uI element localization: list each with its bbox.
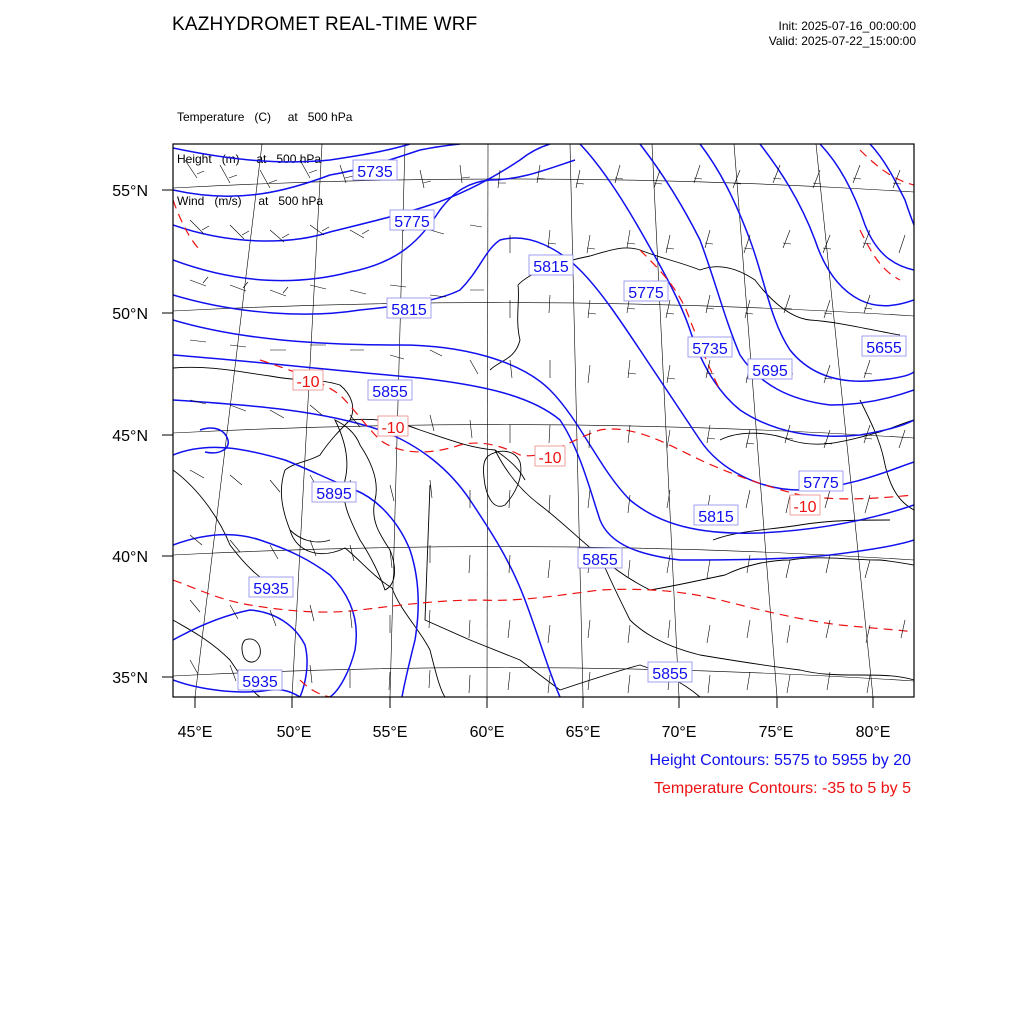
height-label: 5655 [866,340,902,357]
tick-marks [162,190,873,708]
height-legend: Height Contours: 5575 to 5955 by 20 [649,752,911,769]
chart-title: KAZHYDROMET REAL-TIME WRF [172,14,478,35]
height-label: 5935 [242,674,278,691]
height-label: 5775 [628,285,664,302]
lon-label-75: 75°E [758,724,794,741]
height-label: 5695 [752,363,788,380]
height-label: 5855 [372,384,408,401]
water-bodies [242,420,521,662]
field-wind: Wind (m/s) at 500 hPa [177,194,324,208]
height-label: 5855 [652,666,688,683]
height-label: 5775 [803,475,839,492]
lon-label-65: 65°E [565,724,601,741]
height-label: 5855 [582,552,618,569]
height-label: 5735 [692,341,728,358]
lat-label-35: 35°N [112,670,148,687]
height-label: 5815 [391,302,427,319]
lon-label-80: 80°E [855,724,891,741]
field-temperature: Temperature (C) at 500 hPa [177,110,353,124]
init-time: Init: 2025-07-16_00:00:00 [778,19,916,33]
lat-label-50: 50°N [112,306,148,323]
height-label: 5815 [533,259,569,276]
valid-time: Valid: 2025-07-22_15:00:00 [768,34,916,48]
lat-label-40: 40°N [112,549,148,566]
lon-label-50: 50°E [276,724,312,741]
field-height: Height (m) at 500 hPa [177,152,322,166]
lat-label-45: 45°N [112,428,148,445]
lon-label-45: 45°E [177,724,213,741]
height-label: 5895 [316,486,352,503]
height-label: 5815 [698,509,734,526]
temperature-label: -10 [538,450,562,467]
graticule [173,144,914,697]
height-label: 5935 [253,581,289,598]
temperature-label: -10 [296,374,320,391]
height-label: 5735 [357,164,393,181]
lon-label-55: 55°E [372,724,408,741]
lon-label-70: 70°E [661,724,697,741]
temperature-legend: Temperature Contours: -35 to 5 by 5 [653,780,911,797]
lon-label-60: 60°E [469,724,505,741]
temperature-label: -10 [793,499,817,516]
map-frame [173,144,914,697]
temperature-label: -10 [381,420,405,437]
height-contours [173,144,914,697]
temperature-contours [173,150,914,697]
height-label: 5775 [394,214,430,231]
lat-label-55: 55°N [112,183,148,200]
